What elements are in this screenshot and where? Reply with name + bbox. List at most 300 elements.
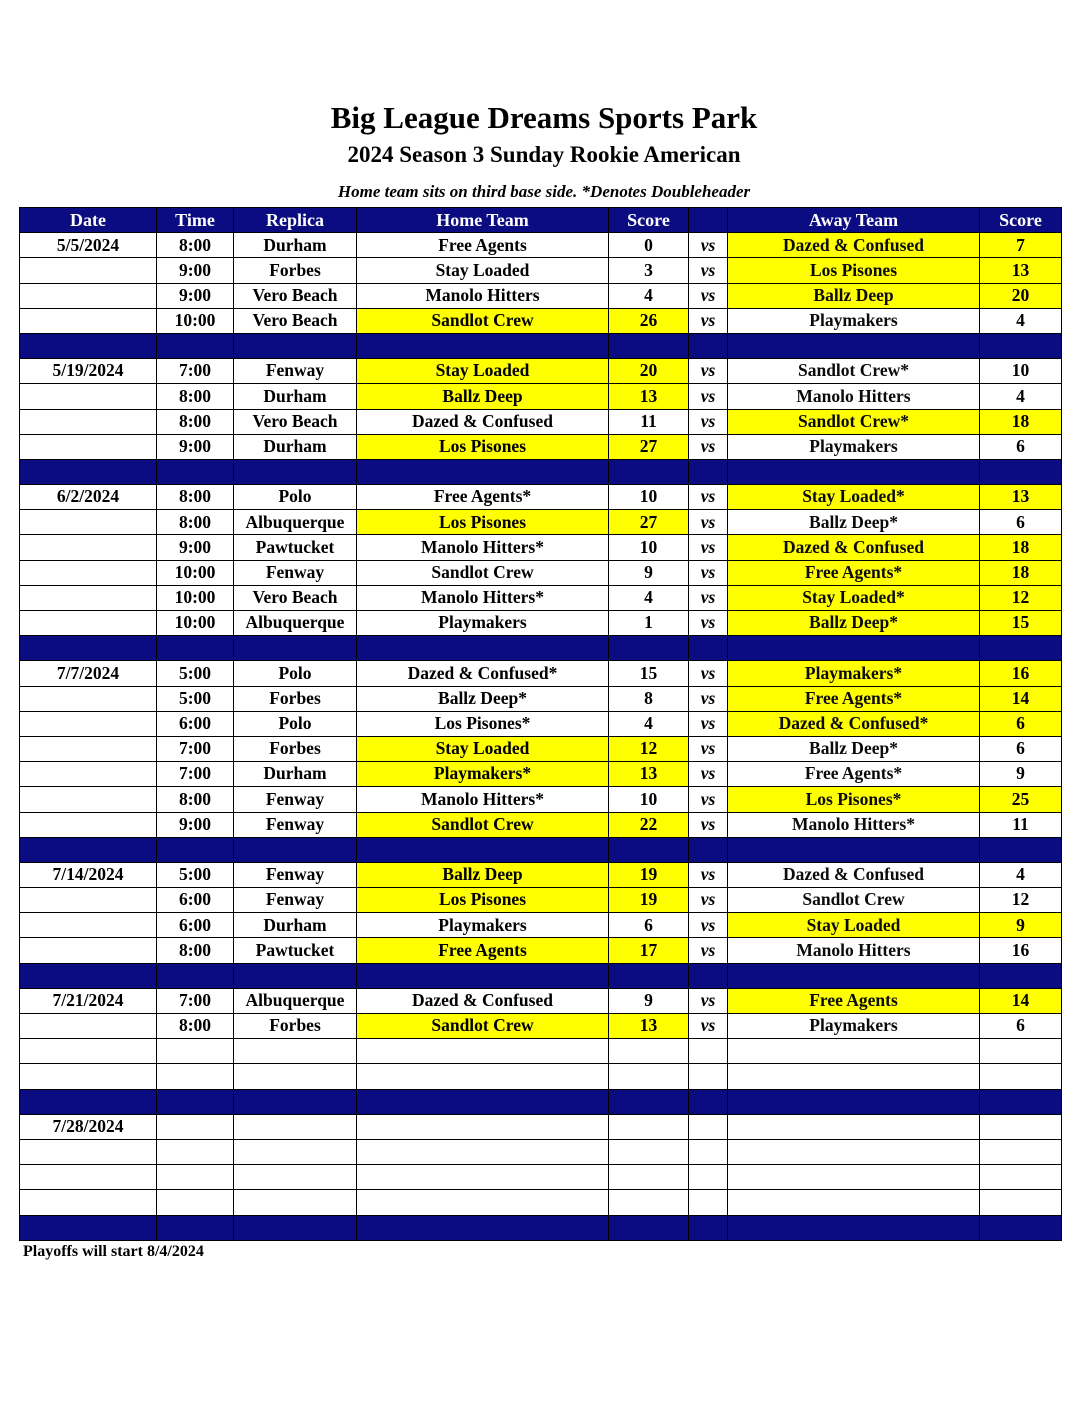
replica-cell: Forbes: [234, 736, 357, 761]
time-cell: 9:00: [157, 283, 234, 308]
separator-cell: [234, 333, 357, 358]
away-team-cell: Manolo Hitters: [728, 384, 980, 409]
date-cell: [20, 686, 157, 711]
away-team-cell: [728, 1190, 980, 1215]
away-score-cell: 20: [980, 283, 1062, 308]
game-row: [20, 1014, 1062, 1039]
away-score-cell: 6: [980, 434, 1062, 459]
home-score-cell: 0: [609, 233, 689, 258]
time-cell: 7:00: [157, 988, 234, 1013]
date-cell: [20, 434, 157, 459]
away-team-cell: Dazed & Confused: [728, 233, 980, 258]
game-row: [20, 988, 1062, 1013]
week-separator-row: [20, 963, 1062, 988]
replica-cell: Fenway: [234, 560, 357, 585]
vs-cell: vs: [689, 888, 728, 913]
separator-cell: [728, 837, 980, 862]
date-cell: [20, 711, 157, 736]
date-cell: [20, 1064, 157, 1089]
date-cell: [20, 585, 157, 610]
away-score-cell: 14: [980, 988, 1062, 1013]
home-score-cell: 13: [609, 762, 689, 787]
home-team-cell: Ballz Deep*: [357, 686, 609, 711]
home-score-cell: 20: [609, 359, 689, 384]
separator-cell: [357, 459, 609, 484]
time-cell: 8:00: [157, 485, 234, 510]
separator-cell: [728, 333, 980, 358]
separator-cell: [980, 837, 1062, 862]
home-team-cell: [357, 1114, 609, 1139]
away-team-cell: [728, 1064, 980, 1089]
game-row: [20, 510, 1062, 535]
replica-cell: Durham: [234, 913, 357, 938]
vs-cell: vs: [689, 535, 728, 560]
date-cell: [20, 308, 157, 333]
separator-cell: [20, 963, 157, 988]
replica-cell: Albuquerque: [234, 611, 357, 636]
week-separator-row: [20, 1215, 1062, 1240]
date-cell: 6/2/2024: [20, 485, 157, 510]
separator-cell: [689, 1089, 728, 1114]
away-score-cell: [980, 1064, 1062, 1089]
date-cell: [20, 1139, 157, 1164]
vs-cell: vs: [689, 434, 728, 459]
home-score-cell: 4: [609, 585, 689, 610]
separator-cell: [20, 459, 157, 484]
time-cell: 7:00: [157, 359, 234, 384]
away-team-cell: Stay Loaded*: [728, 485, 980, 510]
separator-cell: [20, 1215, 157, 1240]
date-cell: [20, 510, 157, 535]
replica-cell: [234, 1165, 357, 1190]
home-score-cell: 27: [609, 510, 689, 535]
game-row: [20, 812, 1062, 837]
date-cell: [20, 736, 157, 761]
replica-cell: Fenway: [234, 787, 357, 812]
away-team-cell: [728, 1165, 980, 1190]
time-cell: 8:00: [157, 938, 234, 963]
game-row: [20, 862, 1062, 887]
away-score-cell: [980, 1165, 1062, 1190]
time-cell: [157, 1064, 234, 1089]
home-team-cell: Stay Loaded: [357, 258, 609, 283]
separator-cell: [728, 963, 980, 988]
date-cell: 7/21/2024: [20, 988, 157, 1013]
home-team-cell: Sandlot Crew: [357, 560, 609, 585]
away-score-cell: 11: [980, 812, 1062, 837]
separator-cell: [157, 837, 234, 862]
home-team-cell: Los Pisones*: [357, 711, 609, 736]
game-row: [20, 661, 1062, 686]
week-separator-row: [20, 636, 1062, 661]
home-team-cell: Free Agents: [357, 233, 609, 258]
date-cell: [20, 258, 157, 283]
game-row: [20, 409, 1062, 434]
vs-cell: vs: [689, 938, 728, 963]
home-team-cell: Ballz Deep: [357, 862, 609, 887]
home-score-cell: [609, 1064, 689, 1089]
home-score-cell: 27: [609, 434, 689, 459]
away-team-cell: Stay Loaded*: [728, 585, 980, 610]
away-score-cell: 18: [980, 535, 1062, 560]
date-cell: [20, 1039, 157, 1064]
vs-cell: vs: [689, 661, 728, 686]
date-cell: [20, 283, 157, 308]
replica-cell: [234, 1039, 357, 1064]
separator-cell: [689, 837, 728, 862]
game-row: [20, 1165, 1062, 1190]
schedule-table: [19, 207, 1062, 1241]
home-team-cell: Los Pisones: [357, 510, 609, 535]
date-cell: 7/28/2024: [20, 1114, 157, 1139]
home-score-cell: 10: [609, 485, 689, 510]
time-cell: 5:00: [157, 661, 234, 686]
home-score-cell: 9: [609, 560, 689, 585]
game-row: [20, 711, 1062, 736]
game-row: [20, 736, 1062, 761]
vs-cell: vs: [689, 510, 728, 535]
separator-cell: [20, 333, 157, 358]
home-team-cell: Free Agents*: [357, 485, 609, 510]
date-cell: [20, 938, 157, 963]
separator-cell: [609, 333, 689, 358]
replica-cell: Polo: [234, 711, 357, 736]
vs-cell: vs: [689, 560, 728, 585]
time-cell: 10:00: [157, 585, 234, 610]
away-score-cell: 6: [980, 711, 1062, 736]
home-score-cell: 9: [609, 988, 689, 1013]
date-cell: [20, 1165, 157, 1190]
away-score-cell: 14: [980, 686, 1062, 711]
vs-cell: vs: [689, 862, 728, 887]
replica-cell: Fenway: [234, 888, 357, 913]
separator-cell: [234, 1089, 357, 1114]
replica-cell: [234, 1064, 357, 1089]
separator-cell: [357, 837, 609, 862]
separator-cell: [234, 1215, 357, 1240]
separator-cell: [609, 1089, 689, 1114]
away-team-cell: Free Agents*: [728, 762, 980, 787]
home-team-cell: Manolo Hitters: [357, 283, 609, 308]
away-team-cell: Los Pisones: [728, 258, 980, 283]
home-team-cell: Ballz Deep: [357, 384, 609, 409]
home-score-cell: 4: [609, 283, 689, 308]
separator-cell: [689, 333, 728, 358]
away-score-cell: [980, 1139, 1062, 1164]
away-score-cell: 4: [980, 862, 1062, 887]
separator-cell: [609, 963, 689, 988]
vs-cell: vs: [689, 359, 728, 384]
away-score-cell: 25: [980, 787, 1062, 812]
replica-cell: Durham: [234, 434, 357, 459]
home-team-cell: Dazed & Confused: [357, 409, 609, 434]
time-cell: 8:00: [157, 510, 234, 535]
separator-cell: [357, 1089, 609, 1114]
separator-cell: [157, 333, 234, 358]
home-score-cell: 4: [609, 711, 689, 736]
playoffs-note: Playoffs will start 8/4/2024: [23, 1243, 204, 1260]
home-score-cell: 26: [609, 308, 689, 333]
away-team-cell: Dazed & Confused*: [728, 711, 980, 736]
home-score-cell: [609, 1139, 689, 1164]
away-score-cell: 13: [980, 485, 1062, 510]
separator-cell: [20, 837, 157, 862]
away-score-cell: [980, 1190, 1062, 1215]
replica-cell: Polo: [234, 661, 357, 686]
header-row: [20, 208, 1062, 233]
game-row: [20, 938, 1062, 963]
away-team-cell: Playmakers: [728, 1014, 980, 1039]
replica-cell: [234, 1114, 357, 1139]
home-team-cell: Stay Loaded: [357, 359, 609, 384]
separator-cell: [609, 1215, 689, 1240]
game-row: [20, 434, 1062, 459]
away-score-cell: 10: [980, 359, 1062, 384]
separator-cell: [234, 636, 357, 661]
away-team-cell: Playmakers*: [728, 661, 980, 686]
time-cell: 8:00: [157, 409, 234, 434]
away-score-cell: 7: [980, 233, 1062, 258]
time-cell: 5:00: [157, 686, 234, 711]
vs-cell: vs: [689, 233, 728, 258]
vs-cell: vs: [689, 283, 728, 308]
vs-cell: [689, 1039, 728, 1064]
date-cell: [20, 888, 157, 913]
game-row: [20, 585, 1062, 610]
home-score-cell: 6: [609, 913, 689, 938]
week-separator-row: [20, 333, 1062, 358]
replica-cell: Forbes: [234, 686, 357, 711]
home-score-cell: 19: [609, 888, 689, 913]
separator-cell: [357, 963, 609, 988]
replica-cell: Fenway: [234, 359, 357, 384]
separator-cell: [20, 1089, 157, 1114]
away-score-cell: 4: [980, 384, 1062, 409]
week-separator-row: [20, 459, 1062, 484]
vs-cell: vs: [689, 913, 728, 938]
game-row: [20, 611, 1062, 636]
away-score-cell: 9: [980, 913, 1062, 938]
vs-cell: vs: [689, 787, 728, 812]
separator-cell: [157, 1215, 234, 1240]
separator-cell: [157, 459, 234, 484]
separator-cell: [157, 963, 234, 988]
separator-cell: [728, 1089, 980, 1114]
game-row: [20, 1064, 1062, 1089]
col-header-home-score: Score: [609, 208, 689, 233]
replica-cell: Durham: [234, 233, 357, 258]
time-cell: [157, 1165, 234, 1190]
away-score-cell: 6: [980, 1014, 1062, 1039]
time-cell: 8:00: [157, 233, 234, 258]
home-score-cell: [609, 1165, 689, 1190]
game-row: [20, 535, 1062, 560]
separator-cell: [609, 636, 689, 661]
date-cell: [20, 384, 157, 409]
time-cell: 7:00: [157, 762, 234, 787]
replica-cell: Vero Beach: [234, 308, 357, 333]
separator-cell: [689, 1215, 728, 1240]
game-row: [20, 283, 1062, 308]
separator-cell: [980, 333, 1062, 358]
game-row: [20, 384, 1062, 409]
time-cell: 8:00: [157, 787, 234, 812]
replica-cell: Albuquerque: [234, 988, 357, 1013]
away-score-cell: 12: [980, 888, 1062, 913]
col-header-away-team: Away Team: [728, 208, 980, 233]
time-cell: 6:00: [157, 913, 234, 938]
away-team-cell: Ballz Deep: [728, 283, 980, 308]
game-row: [20, 1190, 1062, 1215]
away-score-cell: 9: [980, 762, 1062, 787]
schedule-note: Home team sits on third base side. *Denotes Doubleheader: [337, 182, 751, 201]
separator-cell: [728, 636, 980, 661]
col-header-home-team: Home Team: [357, 208, 609, 233]
vs-cell: vs: [689, 711, 728, 736]
game-row: [20, 308, 1062, 333]
replica-cell: Polo: [234, 485, 357, 510]
date-cell: 7/14/2024: [20, 862, 157, 887]
time-cell: 8:00: [157, 384, 234, 409]
separator-cell: [689, 963, 728, 988]
separator-cell: [980, 1089, 1062, 1114]
separator-cell: [689, 459, 728, 484]
replica-cell: Albuquerque: [234, 510, 357, 535]
time-cell: 9:00: [157, 812, 234, 837]
vs-cell: vs: [689, 384, 728, 409]
date-cell: [20, 1190, 157, 1215]
time-cell: 5:00: [157, 862, 234, 887]
time-cell: 10:00: [157, 611, 234, 636]
away-score-cell: [980, 1039, 1062, 1064]
date-cell: [20, 1014, 157, 1039]
replica-cell: Forbes: [234, 1014, 357, 1039]
home-team-cell: Dazed & Confused: [357, 988, 609, 1013]
date-cell: 5/19/2024: [20, 359, 157, 384]
game-row: [20, 560, 1062, 585]
game-row: [20, 1114, 1062, 1139]
away-score-cell: 4: [980, 308, 1062, 333]
home-team-cell: Playmakers*: [357, 762, 609, 787]
separator-cell: [234, 837, 357, 862]
separator-cell: [689, 636, 728, 661]
game-row: [20, 787, 1062, 812]
home-team-cell: Manolo Hitters*: [357, 585, 609, 610]
away-score-cell: 16: [980, 938, 1062, 963]
away-team-cell: [728, 1039, 980, 1064]
time-cell: 7:00: [157, 736, 234, 761]
date-cell: [20, 787, 157, 812]
away-team-cell: Ballz Deep*: [728, 510, 980, 535]
home-score-cell: 22: [609, 812, 689, 837]
date-cell: [20, 913, 157, 938]
home-score-cell: 10: [609, 535, 689, 560]
vs-cell: vs: [689, 258, 728, 283]
vs-cell: [689, 1165, 728, 1190]
away-team-cell: Manolo Hitters*: [728, 812, 980, 837]
game-row: [20, 686, 1062, 711]
separator-cell: [728, 459, 980, 484]
replica-cell: Durham: [234, 384, 357, 409]
vs-cell: [689, 1190, 728, 1215]
separator-cell: [357, 333, 609, 358]
vs-cell: [689, 1139, 728, 1164]
separator-cell: [980, 1215, 1062, 1240]
home-team-cell: [357, 1165, 609, 1190]
replica-cell: Vero Beach: [234, 409, 357, 434]
time-cell: 8:00: [157, 1014, 234, 1039]
col-header-vs: [689, 208, 728, 233]
away-team-cell: Dazed & Confused: [728, 862, 980, 887]
week-separator-row: [20, 1089, 1062, 1114]
time-cell: 9:00: [157, 535, 234, 560]
game-row: [20, 258, 1062, 283]
time-cell: 6:00: [157, 711, 234, 736]
home-team-cell: [357, 1139, 609, 1164]
game-row: [20, 1039, 1062, 1064]
away-team-cell: Sandlot Crew*: [728, 359, 980, 384]
time-cell: 9:00: [157, 434, 234, 459]
away-team-cell: Manolo Hitters: [728, 938, 980, 963]
date-cell: [20, 560, 157, 585]
replica-cell: [234, 1190, 357, 1215]
separator-cell: [157, 1089, 234, 1114]
home-team-cell: Sandlot Crew: [357, 308, 609, 333]
vs-cell: [689, 1114, 728, 1139]
home-score-cell: [609, 1114, 689, 1139]
date-cell: [20, 611, 157, 636]
game-row: [20, 888, 1062, 913]
away-score-cell: 16: [980, 661, 1062, 686]
away-team-cell: Ballz Deep*: [728, 736, 980, 761]
away-team-cell: Free Agents*: [728, 560, 980, 585]
away-score-cell: 6: [980, 510, 1062, 535]
game-row: [20, 1139, 1062, 1164]
away-team-cell: Playmakers: [728, 434, 980, 459]
separator-cell: [157, 636, 234, 661]
away-score-cell: 6: [980, 736, 1062, 761]
separator-cell: [20, 636, 157, 661]
home-score-cell: 13: [609, 1014, 689, 1039]
home-team-cell: Manolo Hitters*: [357, 535, 609, 560]
home-team-cell: Stay Loaded: [357, 736, 609, 761]
game-row: [20, 485, 1062, 510]
home-score-cell: 3: [609, 258, 689, 283]
away-score-cell: 18: [980, 560, 1062, 585]
game-row: [20, 233, 1062, 258]
separator-cell: [980, 459, 1062, 484]
vs-cell: vs: [689, 1014, 728, 1039]
away-team-cell: Ballz Deep*: [728, 611, 980, 636]
separator-cell: [609, 837, 689, 862]
away-team-cell: Sandlot Crew*: [728, 409, 980, 434]
time-cell: [157, 1039, 234, 1064]
separator-cell: [980, 636, 1062, 661]
home-team-cell: [357, 1190, 609, 1215]
home-team-cell: Dazed & Confused*: [357, 661, 609, 686]
home-team-cell: Sandlot Crew: [357, 1014, 609, 1039]
home-score-cell: 1: [609, 611, 689, 636]
away-score-cell: 12: [980, 585, 1062, 610]
time-cell: [157, 1190, 234, 1215]
vs-cell: vs: [689, 988, 728, 1013]
away-score-cell: 15: [980, 611, 1062, 636]
game-row: [20, 913, 1062, 938]
vs-cell: vs: [689, 585, 728, 610]
away-team-cell: Stay Loaded: [728, 913, 980, 938]
home-team-cell: Sandlot Crew: [357, 812, 609, 837]
separator-cell: [357, 1215, 609, 1240]
